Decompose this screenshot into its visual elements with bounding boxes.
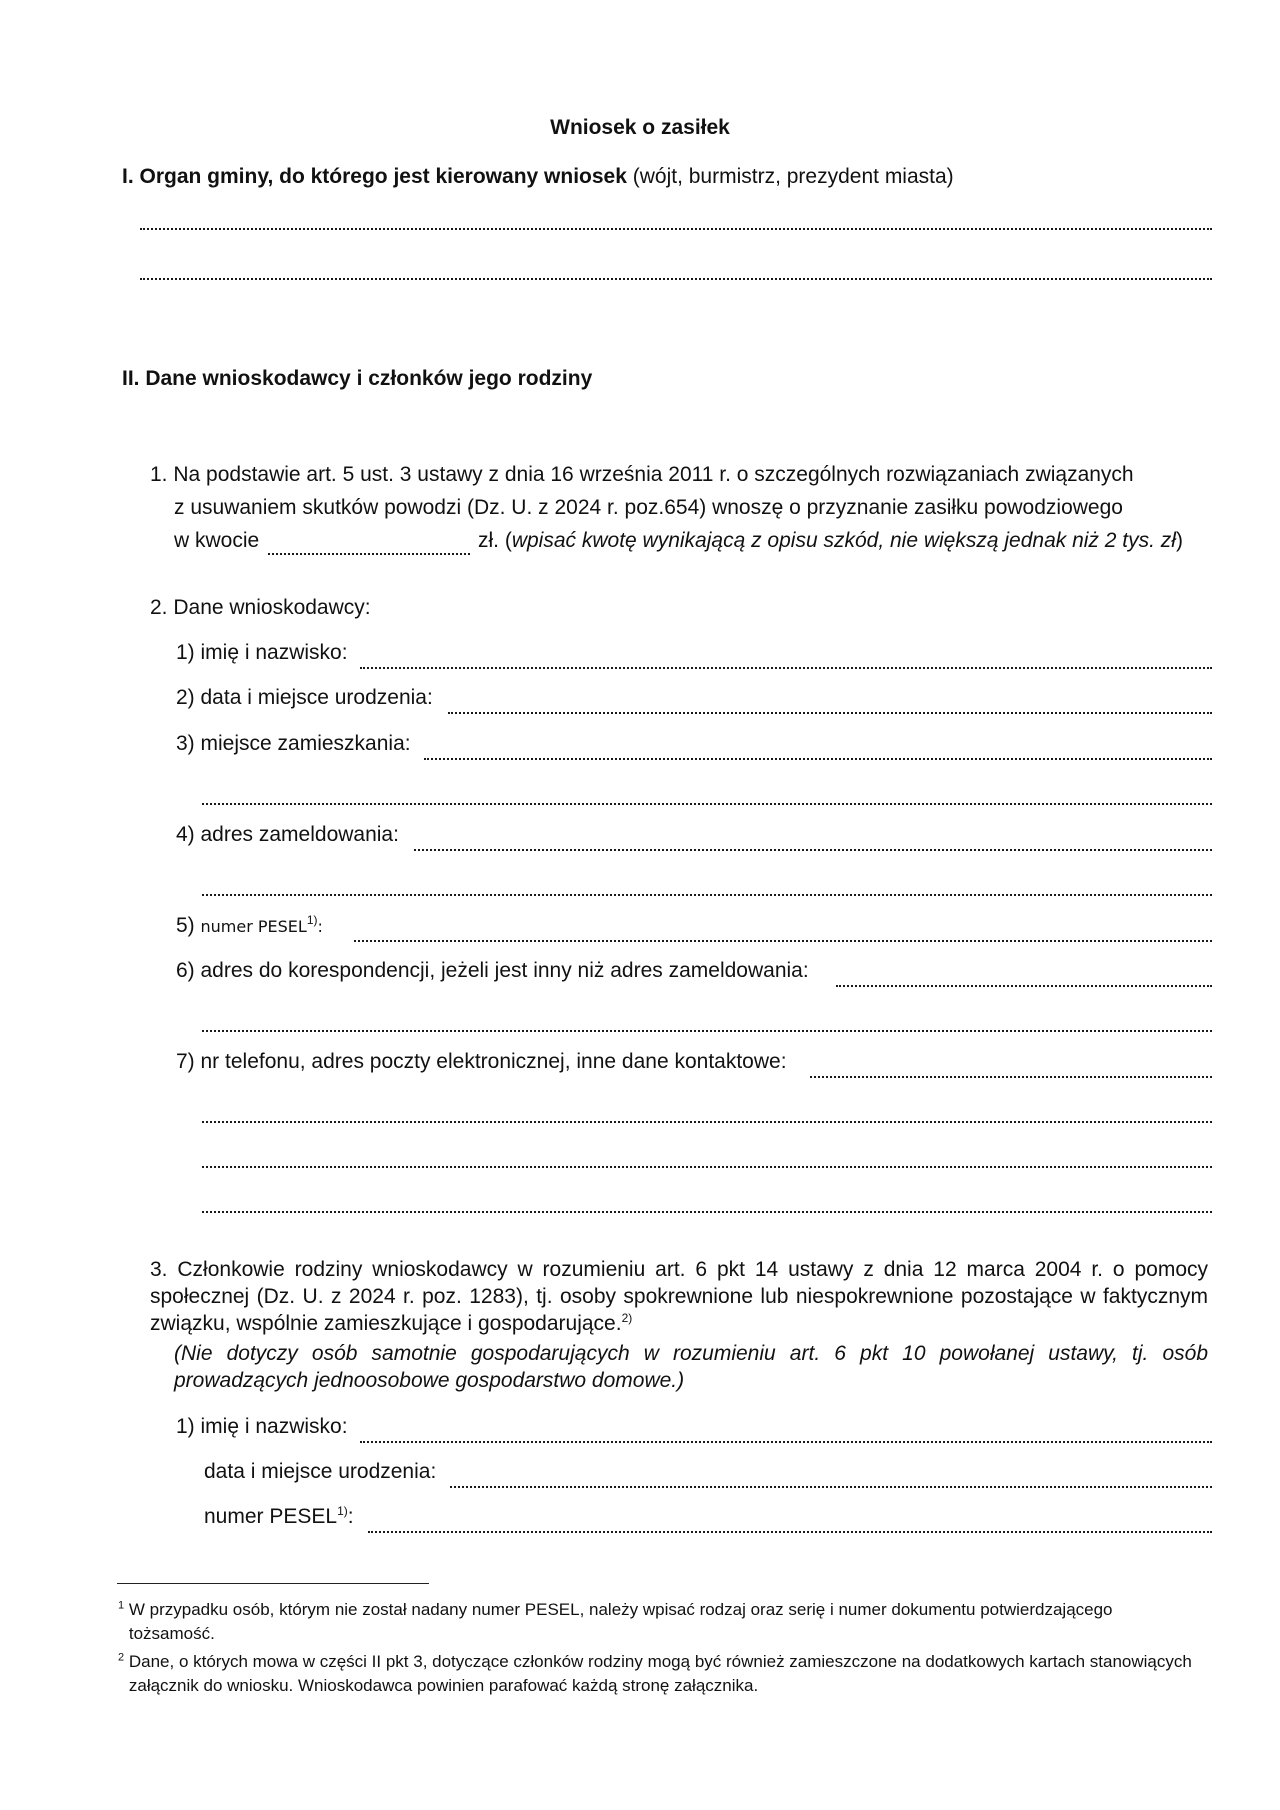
- applicant-contact-field-4[interactable]: [202, 1211, 1212, 1213]
- item3-note: (Nie dotyczy osób samotnie gospodarujących w rozumieniu art. 6 pkt 10 powołanej ustawy, tj. osób prowadzących jednoosobowe gospodarstwo domowe.): [174, 1342, 1208, 1392]
- footnote-2-number: 2: [118, 1651, 125, 1664]
- pesel-colon: :: [317, 917, 323, 936]
- member-pesel-footnote-ref: 1): [337, 1504, 348, 1518]
- item1-line2: z usuwaniem skutków powodzi (Dz. U. z 2024 r. poz.654) wnoszę o przyznanie zasiłku powodziowego: [174, 496, 1123, 519]
- section2-heading: II. Dane wnioskodawcy i członków jego rodziny: [122, 367, 593, 390]
- item2-heading: 2. Dane wnioskodawcy:: [150, 596, 371, 619]
- organ-line-1[interactable]: [140, 228, 1212, 230]
- footnote-separator: [117, 1583, 429, 1584]
- amount-field[interactable]: [268, 553, 470, 555]
- document-title: Wniosek o zasiłek: [550, 116, 730, 139]
- applicant-residence-field-1[interactable]: [424, 758, 1212, 760]
- member-birth-field[interactable]: [450, 1486, 1212, 1488]
- applicant-contact-field-3[interactable]: [202, 1166, 1212, 1168]
- section1-heading-bold: I. Organ gminy, do którego jest kierowany wniosek: [122, 165, 627, 188]
- applicant-birth-field[interactable]: [448, 712, 1212, 714]
- pesel-footnote-ref: 1): [306, 913, 318, 927]
- applicant-correspondence-field-1[interactable]: [836, 985, 1212, 987]
- member-name-field[interactable]: [360, 1441, 1212, 1443]
- section1-heading: [122, 164, 954, 190]
- item1-line1: 1. Na podstawie art. 5 ust. 3 ustawy z dnia 16 września 2011 r. o szczególnych rozwiązaniach związanych: [150, 463, 1134, 486]
- member-pesel-colon: :: [347, 1505, 354, 1528]
- pesel-label-text: numer PESEL: [200, 917, 307, 936]
- applicant-name-label: 1) imię i nazwisko:: [176, 641, 348, 664]
- item3-footnote-ref: 2): [621, 1311, 633, 1325]
- footnote-1-text: W przypadku osób, którym nie został nadany numer PESEL, należy wpisać rodzaj oraz serię i numer dokumentu potwierdzającego tożsamość.: [128, 1600, 1113, 1643]
- footnote-2-text: Dane, o których mowa w części II pkt 3, dotyczące członków rodziny mogą być również zamieszczone na dodatkowych kartach stanowiących załącznik do wniosku. Wnioskodawca powinien parafować każdą stronę załącznika.: [128, 1652, 1192, 1695]
- applicant-correspondence-label: 6) adres do korespondencji, jeżeli jest inny niż adres zameldowania:: [176, 959, 809, 982]
- applicant-registration-label: 4) adres zameldowania:: [176, 823, 399, 846]
- applicant-pesel-field[interactable]: [354, 940, 1212, 942]
- applicant-pesel-label: [176, 913, 323, 940]
- amount-hint-close: ): [1175, 529, 1183, 552]
- item3-text: 3. Członkowie rodziny wnioskodawcy w rozumieniu art. 6 pkt 14 ustawy z dnia 12 marca 2004 r. o pomocy społecznej (Dz. U. z 2024 r. poz. 1283), tj. osoby spokrewnione lub niespokrewnione pozostające w faktycznym związku, wspólnie zamieszkujące i gospodarujące.: [150, 1258, 1208, 1335]
- applicant-registration-field-2[interactable]: [202, 894, 1212, 896]
- item1-line3-rest: [478, 528, 1183, 554]
- member-pesel-field[interactable]: [368, 1531, 1212, 1533]
- applicant-birth-label: 2) data i miejsce urodzenia:: [176, 686, 433, 709]
- applicant-name-field[interactable]: [360, 667, 1212, 669]
- applicant-contact-label: 7) nr telefonu, adres poczty elektronicznej, inne dane kontaktowe:: [176, 1050, 787, 1073]
- organ-line-2[interactable]: [140, 278, 1212, 280]
- applicant-residence-field-2[interactable]: [202, 803, 1212, 805]
- applicant-correspondence-field-2[interactable]: [202, 1030, 1212, 1032]
- section1-heading-rest: (wójt, burmistrz, prezydent miasta): [626, 165, 954, 188]
- applicant-contact-field-1[interactable]: [810, 1076, 1212, 1078]
- applicant-residence-label: 3) miejsce zamieszkania:: [176, 732, 411, 755]
- pesel-prefix: 5): [176, 914, 201, 937]
- item3-paragraph: [150, 1256, 1208, 1337]
- applicant-contact-field-2[interactable]: [202, 1121, 1212, 1123]
- footnote-1-number: 1: [118, 1599, 125, 1612]
- footnote-2: [118, 1650, 1210, 1698]
- member-pesel-label: [204, 1504, 354, 1530]
- member-name-label: 1) imię i nazwisko:: [176, 1415, 348, 1438]
- member-birth-label: data i miejsce urodzenia:: [204, 1460, 437, 1483]
- item1-line3-prefix: w kwocie: [174, 529, 260, 552]
- footnote-1: [118, 1598, 1210, 1646]
- member-pesel-text: numer PESEL: [204, 1505, 338, 1528]
- amount-hint: wpisać kwotę wynikającą z opisu szkód, nie większą jednak niż 2 tys. zł: [511, 529, 1176, 552]
- currency-label: zł. (: [478, 529, 512, 552]
- applicant-registration-field-1[interactable]: [414, 849, 1212, 851]
